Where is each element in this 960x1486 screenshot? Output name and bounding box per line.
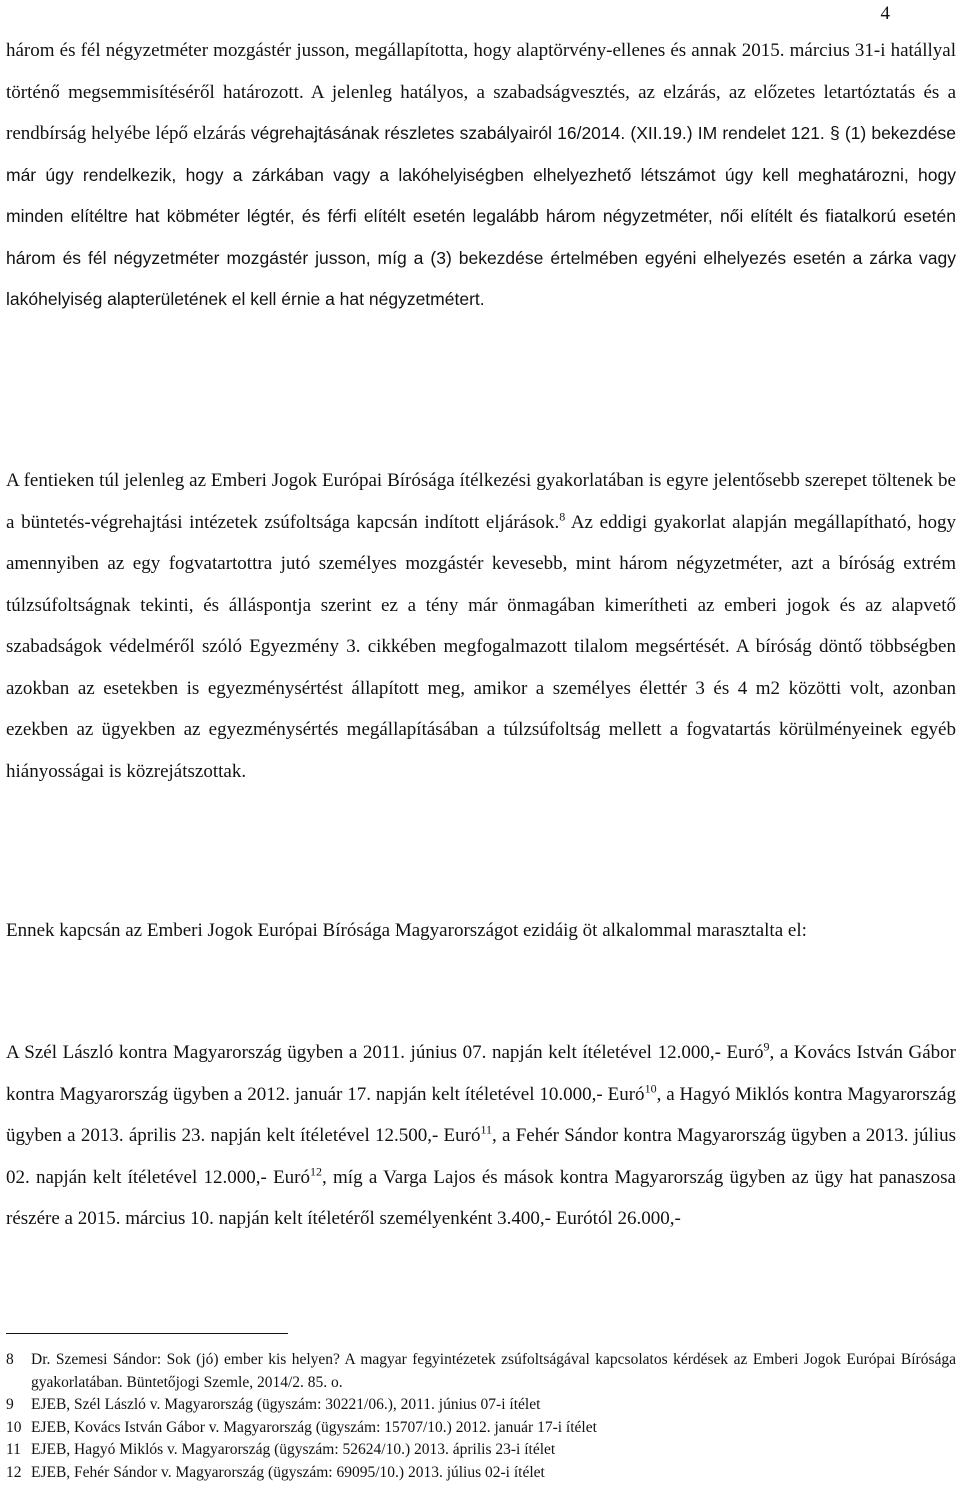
- footnotes: [6, 1349, 956, 1484]
- footnote-9: [6, 1394, 956, 1417]
- footnote-separator: [6, 1333, 288, 1334]
- footnote-text: EJEB, Kovács István Gábor v. Magyarország (ügyszám: 15707/10.) 2012. január 17-i ítélet: [31, 1418, 597, 1436]
- paragraph-echr-practice: [6, 460, 956, 792]
- decree-citation: végrehajtásának részletes szabályairól 16/2014. (XII.19.) IM rendelet 121.: [250, 123, 825, 143]
- paragraph-text: A Szél László kontra Magyarország ügyben a 2011. június 07. napján kelt ítéletével 12.000,- Euró: [6, 1042, 764, 1063]
- footnote-ref-11[interactable]: 11: [480, 1122, 493, 1137]
- paragraph-text: , a Fehér Sándor kontra Magyarország ügyben a 2013. július 02. napján kelt ítéletével 12.000,- Euró: [6, 1125, 956, 1188]
- paragraph-text: A fentieken túl jelenleg az Emberi Jogok Európai Bírósága ítélkezési gyakorlatában is egyre jelentősebb szerepet töltenek be a büntetés-végrehajtási intézetek zsúfoltsága kapcsán indított eljárások.: [6, 470, 956, 533]
- footnote-ref-10[interactable]: 10: [644, 1081, 657, 1096]
- footnote-text: Dr. Szemesi Sándor: Sok (jó) ember kis helyen? A magyar fegyintézetek zsúfoltságával kapcsolatos kérdések az Emberi Jogok Európai Bírósága gyakorlatában. Büntetőjogi Szemle, 2014/2. 85. o.: [31, 1351, 956, 1391]
- footnote-11: [6, 1439, 956, 1462]
- footnote-8: [6, 1349, 956, 1394]
- paragraph-condemnations: Ennek kapcsán az Emberi Jogok Európai Bírósága Magyarországot ezidáig öt alkalommal marasztalta el:: [6, 920, 807, 941]
- footnote-ref-9[interactable]: 9: [763, 1039, 770, 1054]
- paragraph-text: , a Kovács István Gábor kontra Magyarország ügyben a 2012. január 17. napján kelt ítéletével 10.000,- Euró: [6, 1042, 956, 1105]
- paragraph-cases: [6, 1032, 956, 1240]
- paragraph-text: Az eddigi gyakorlat alapján megállapítható, hogy amennyiben az egy fogvatartottra jutó személyes mozgástér kevesebb, mint három négyzetméter, azt a bíróság extrém túlzsúfoltságnak tekinti, és álláspontja szerint ez a tény már önmagában kimerítheti az emberi jogok és az alapvető szabadságok védelméről szóló Egyezmény 3. cikkében megfogalmazott tilalom megsértését. A bíróság döntő többségben azokban az esetekben is egyezménysértést állapított meg, amikor a személyes élettér 3 és 4 m2 közötti volt, azonban ezekben az ügyekben az egyezménysértés megállapításában a túlzsúfoltság mellett a fogvatartás körülményeinek egyéb hiányosságai is közrejátszottak.: [6, 511, 956, 782]
- footnote-text: EJEB, Fehér Sándor v. Magyarország (ügyszám: 69095/10.) 2013. július 02-i ítélet: [31, 1463, 545, 1481]
- paragraph-text: , míg a Varga Lajos és mások kontra Magyarország ügyben az ügy hat panaszosa részére a 2015. március 10. napján kelt ítéletéről személyenként 3.400,- Eurótól 26.000,-: [6, 1166, 956, 1229]
- paragraph-text: , a Hagyó Miklós kontra Magyarország ügyben a 2013. április 23. napján kelt ítéletével 12.500,- Euró: [6, 1083, 956, 1146]
- paragraph-text: három és fél négyzetméter mozgástér jusson, megállapította, hogy alaptörvény-ellenes és annak 2015. március 31-i hatállyal történő megsemmisítéséről határozott. A jelenleg hatályos, a szabadságvesztés, az elzárás, az előzetes letartóztatás és a rendbírság helyébe lépő elzárás: [6, 40, 956, 144]
- footnote-ref-8[interactable]: 8: [559, 509, 566, 524]
- footnote-ref-12[interactable]: 12: [310, 1164, 323, 1179]
- footnote-number: 10: [6, 1418, 22, 1436]
- footnote-text: EJEB, Szél László v. Magyarország (ügyszám: 30221/06.), 2011. június 07-i ítélet: [31, 1396, 541, 1413]
- paragraph-decree: [6, 30, 956, 321]
- footnote-number: 8: [6, 1351, 14, 1368]
- footnote-number: 9: [6, 1396, 14, 1413]
- footnote-text: EJEB, Hagyó Miklós v. Magyarország (ügyszám: 52624/10.) 2013. április 23-i ítélet: [31, 1441, 556, 1458]
- footnote-10: [6, 1417, 956, 1440]
- footnote-12: [6, 1462, 956, 1485]
- footnote-number: 12: [6, 1463, 22, 1481]
- paragraph-text: § (1) bekezdése már úgy rendelkezik, hogy a zárkában vagy a lakóhelyiségben elhelyezhető létszámot úgy kell meghatározni, hogy minden elítéltre hat köbméter légtér, és férfi elítélt esetén legalább három négyzetméter, női elítélt és fiatalkorú esetén három és fél négyzetméter mozgástér jusson, míg a (3) bekezdése értelmében egyéni elhelyezés esetén a zárka vagy lakóhelyiség alapterületének el kell érnie a hat négyzetmétert.: [6, 123, 956, 309]
- page-number: 4: [880, 3, 890, 24]
- footnote-number: 11: [6, 1441, 21, 1458]
